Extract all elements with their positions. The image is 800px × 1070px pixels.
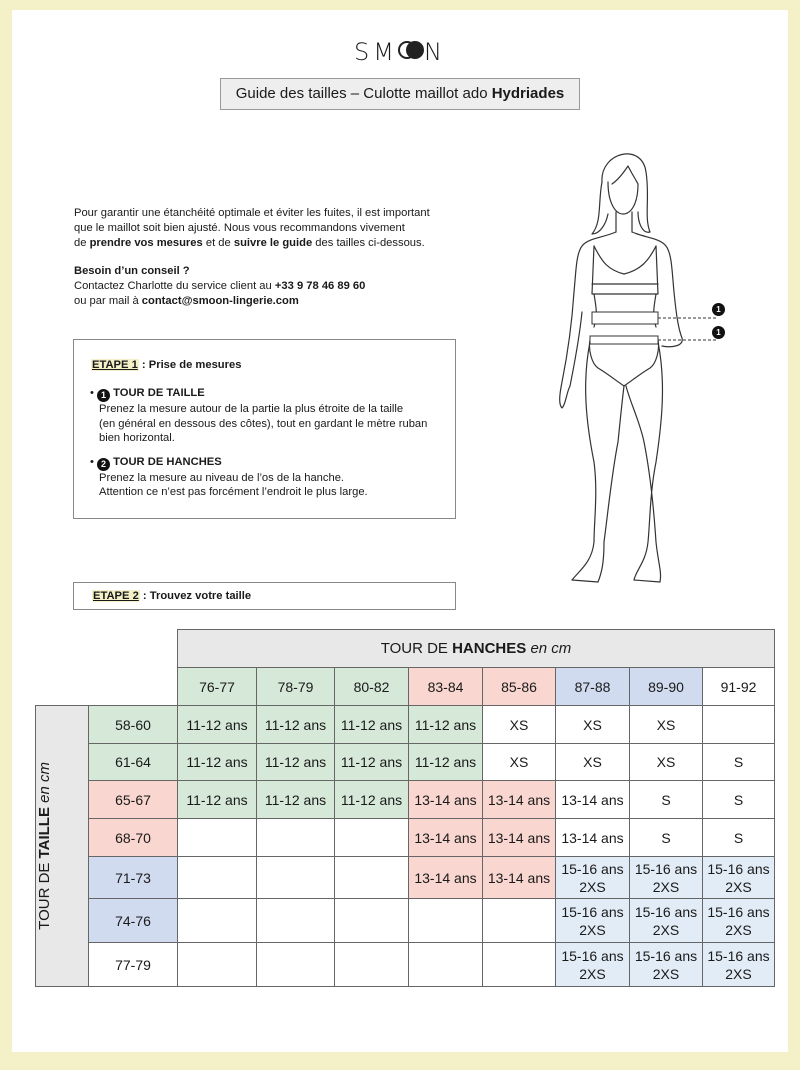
size-cell: 13-14 ans [556,781,630,819]
page-title: Guide des tailles – Culotte maillot ado Hydriades [220,78,580,110]
size-cell: 13-14 ans [483,857,556,899]
size-cell [703,706,775,744]
table-row [36,943,775,987]
size-table [35,629,775,987]
waist-range-header: 68-70 [89,819,178,857]
size-cell: 15-16 ans 2XS [630,943,703,987]
size-cell [409,899,483,943]
hips-range-header: 91-92 [703,668,775,706]
table-row [36,781,775,819]
size-cell: S [703,744,775,781]
hips-range-header: 76-77 [178,668,257,706]
size-cell [335,943,409,987]
table-row [36,899,775,943]
size-cell: XS [556,706,630,744]
waist-range-header: 58-60 [89,706,178,744]
waist-range-header: 74-76 [89,899,178,943]
size-cell: 11-12 ans [335,706,409,744]
size-cell [409,943,483,987]
table-row [36,744,775,781]
size-cell: 13-14 ans [409,781,483,819]
logo-moon-icon [398,41,424,61]
size-cell: 11-12 ans [409,744,483,781]
size-cell [178,819,257,857]
size-cell: 11-12 ans [257,706,335,744]
number-1-icon: 1 [97,389,110,402]
email-address: contact@smoon-lingerie.com [141,295,299,307]
size-cell: 15-16 ans 2XS [703,943,775,987]
size-cell [257,857,335,899]
size-cell: 15-16 ans 2XS [630,857,703,899]
table-row [36,706,775,744]
size-cell: 15-16 ans 2XS [703,899,775,943]
size-cell [178,857,257,899]
size-cell: 11-12 ans [178,781,257,819]
size-guide-page [12,10,788,1052]
size-cell: 15-16 ans 2XS [556,943,630,987]
marker-2-icon: 1 [712,326,725,339]
size-cell: 13-14 ans [483,781,556,819]
step2-box: ETAPE 2 : Trouvez votre taille [73,582,456,610]
size-cell [257,819,335,857]
size-cell: 11-12 ans [178,706,257,744]
hips-range-header: 78-79 [257,668,335,706]
size-cell: S [703,781,775,819]
size-cell: 11-12 ans [335,744,409,781]
waist-range-header: 65-67 [89,781,178,819]
size-cell: XS [556,744,630,781]
size-cell [483,943,556,987]
advice-heading: Besoin d’un conseil ? [74,265,190,277]
hips-range-header: 85-86 [483,668,556,706]
hips-range-header: 87-88 [556,668,630,706]
size-cell: 11-12 ans [257,744,335,781]
size-cell: 11-12 ans [257,781,335,819]
size-cell [335,857,409,899]
brand-logo: SM N [354,38,446,66]
size-cell: 13-14 ans [483,819,556,857]
size-cell [335,819,409,857]
number-2-icon: 2 [97,458,110,471]
advice-block: Besoin d’un conseil ? Contactez Charlotte du service client au +33 9 78 46 89 60 ou par mail à contact@smoon-lingerie.com [74,264,454,309]
size-cell [257,943,335,987]
size-cell: S [630,819,703,857]
hips-range-header: 83-84 [409,668,483,706]
size-cell: S [630,781,703,819]
size-cell: 13-14 ans [409,857,483,899]
size-cell [178,899,257,943]
marker-1-icon: 1 [712,303,725,316]
size-cell: 11-12 ans [409,706,483,744]
step1-box: ETAPE 1 : Prise de mesures • 1 TOUR DE TAILLE Prenez la mesure autour de la partie la plus étroite de la taille (en général en dessous des côtes), tout en gardant le mètre ruban bien horizontal. • 2 TOUR DE HANCHES Prenez la mesure au niveau de l’os de la hanche. Attention ce n’est pas forcément l’endroit le plus large. [73,339,456,519]
hips-header: TOUR DE HANCHES en cm [178,630,775,668]
size-cell: 13-14 ans [556,819,630,857]
phone-number: +33 9 78 46 89 60 [274,280,366,292]
size-cell: 11-12 ans [335,781,409,819]
size-cell: S [703,819,775,857]
body-figure-illustration [532,142,732,590]
size-cell [257,899,335,943]
table-row [36,857,775,899]
size-cell: XS [630,706,703,744]
size-cell: XS [483,744,556,781]
size-cell [483,899,556,943]
size-cell [178,943,257,987]
hips-range-header: 80-82 [335,668,409,706]
waist-range-header: 61-64 [89,744,178,781]
size-cell: 13-14 ans [409,819,483,857]
waist-range-header: 71-73 [89,857,178,899]
waist-header: TOUR DE TAILLE en cm [36,706,89,987]
table-row [36,819,775,857]
size-cell: 11-12 ans [178,744,257,781]
size-cell [335,899,409,943]
size-cell: 15-16 ans 2XS [556,857,630,899]
hips-range-header: 89-90 [630,668,703,706]
size-cell: 15-16 ans 2XS [703,857,775,899]
size-cell: XS [483,706,556,744]
size-cell: 15-16 ans 2XS [630,899,703,943]
size-cell: 15-16 ans 2XS [556,899,630,943]
waist-range-header: 77-79 [89,943,178,987]
intro-text: Pour garantir une étanchéité optimale et éviter les fuites, il est important que le maillot soit bien ajusté. Nous vous recommandons vivement de prendre vos mesures et de suivre le guide des tailles ci-dessous. [74,207,430,249]
size-cell: XS [630,744,703,781]
